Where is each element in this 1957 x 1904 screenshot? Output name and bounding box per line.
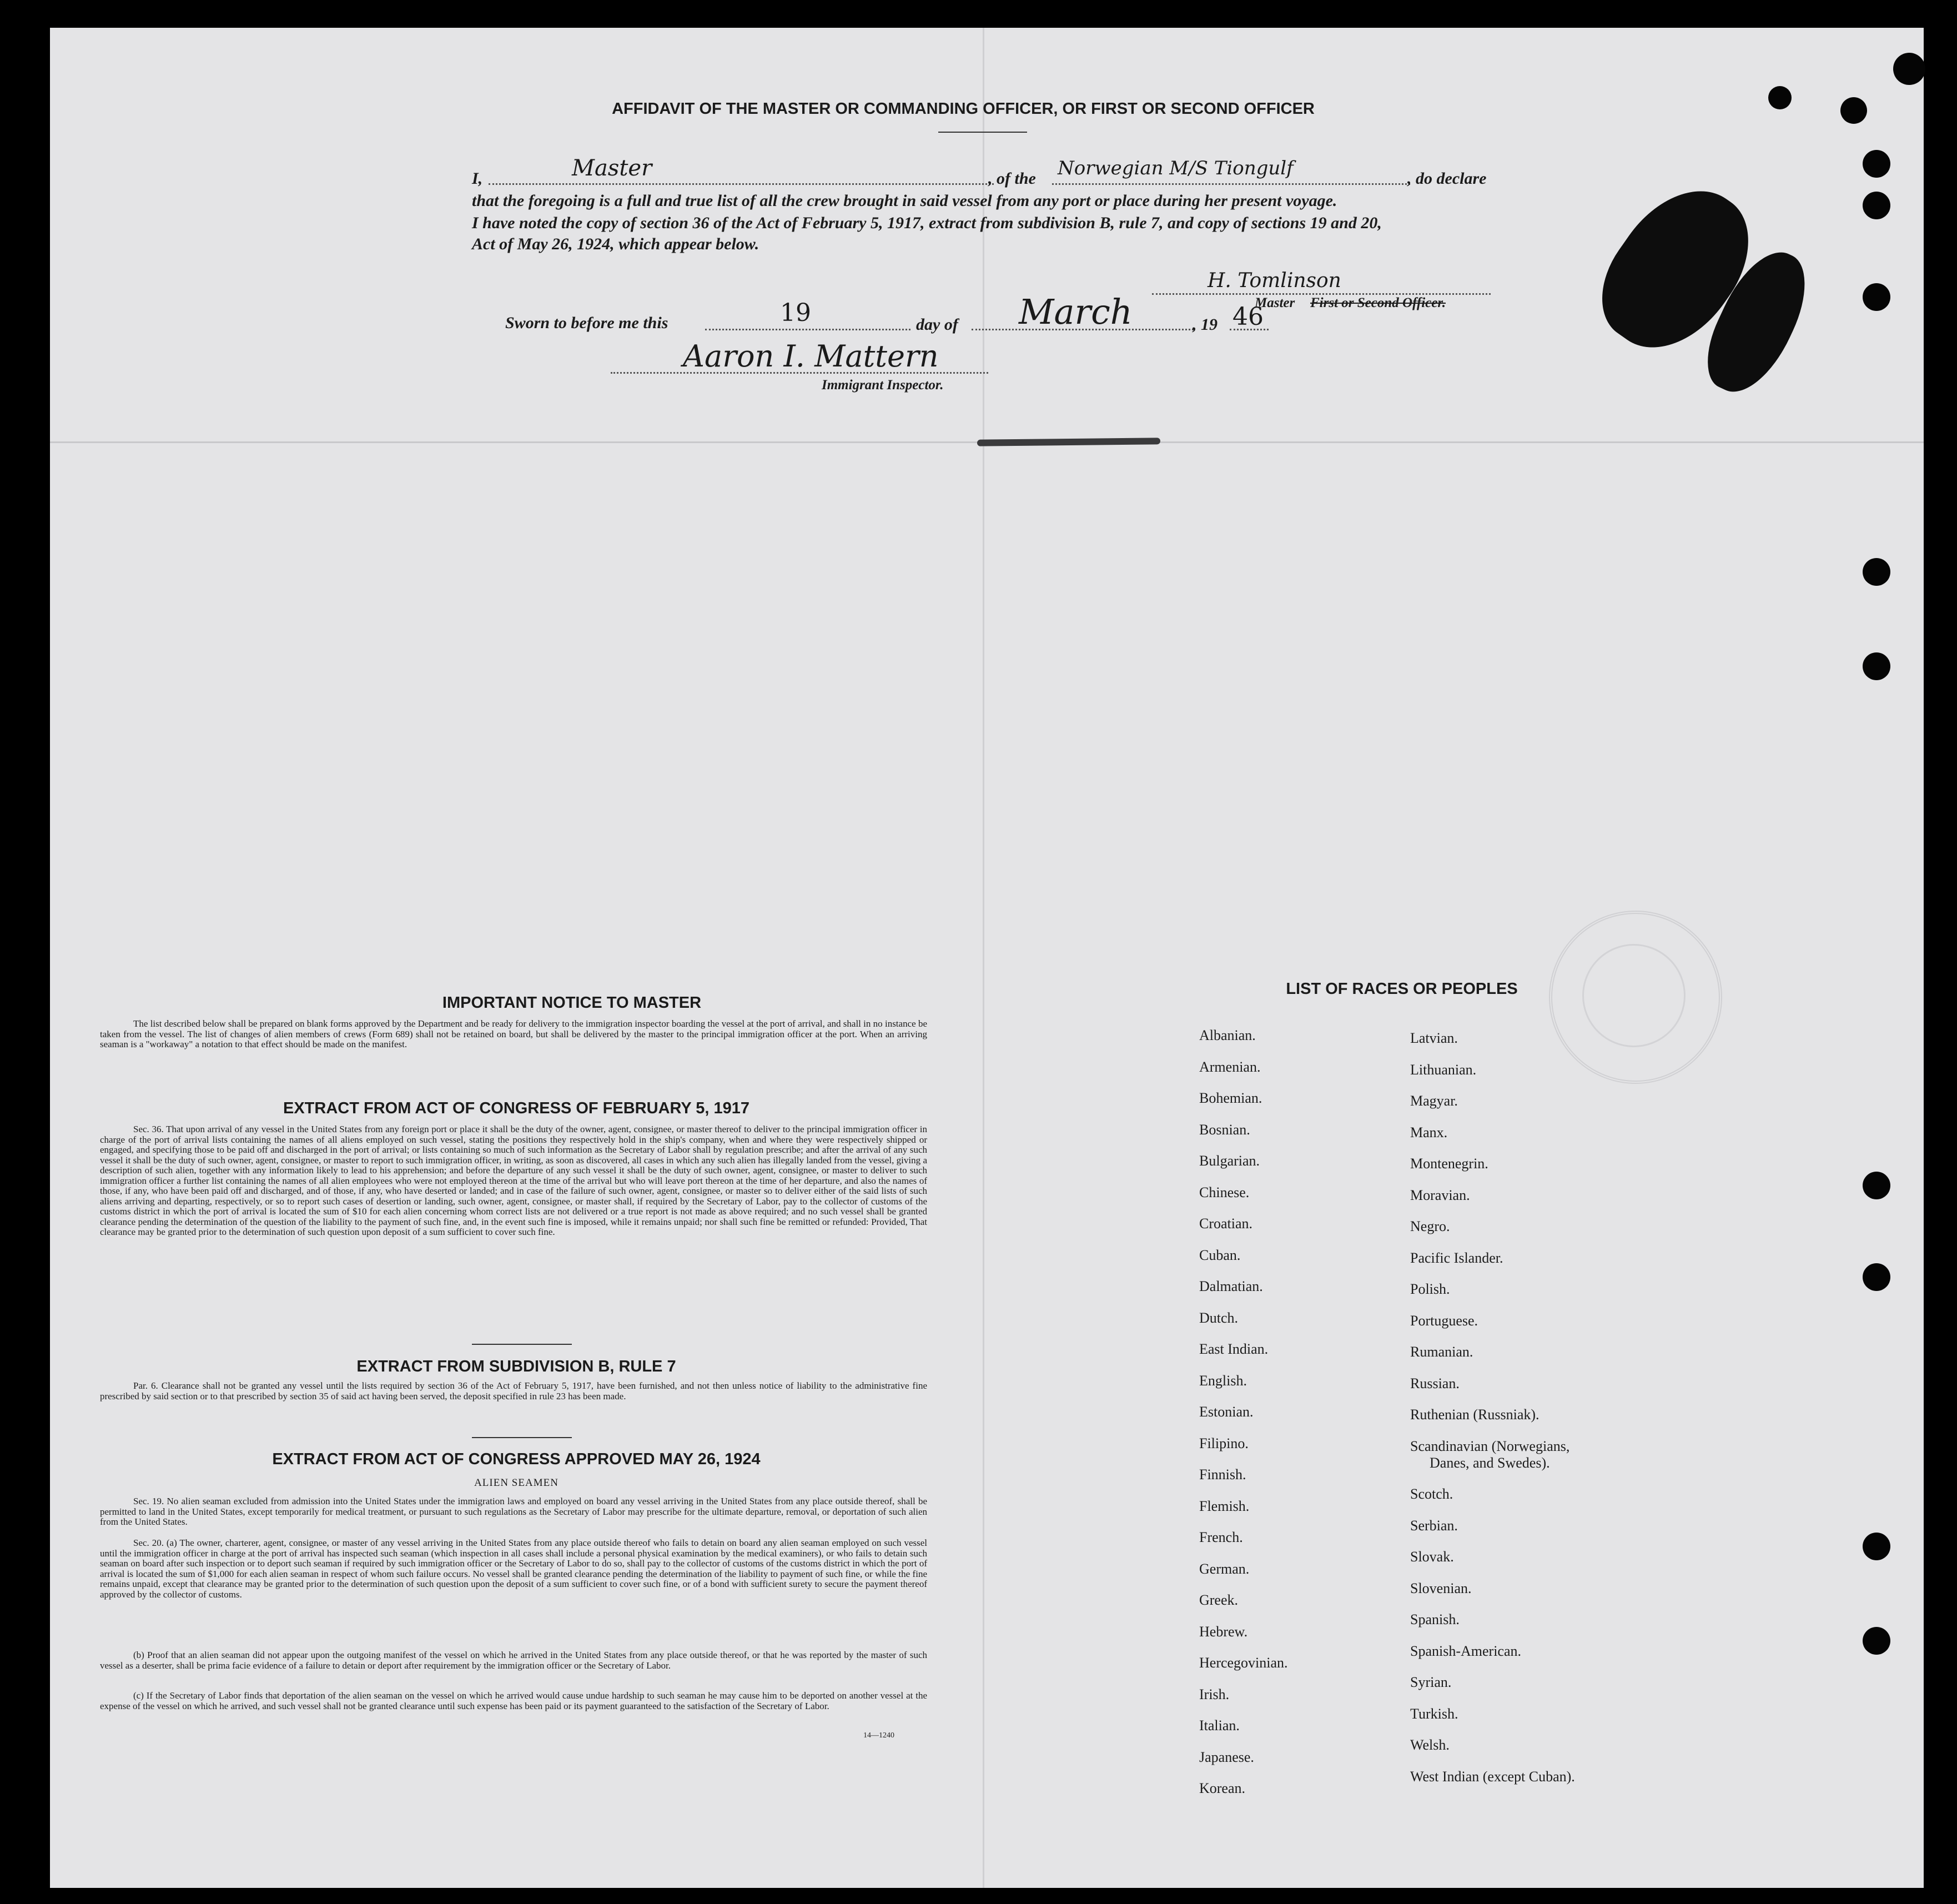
race-item: Finnish. bbox=[1199, 1466, 1246, 1483]
punch-hole bbox=[1863, 1533, 1890, 1560]
race-item: Pacific Islander. bbox=[1410, 1249, 1503, 1266]
race-item: Dalmatian. bbox=[1199, 1278, 1263, 1294]
race-item: Albanian. bbox=[1199, 1027, 1256, 1043]
race-item: Armenian. bbox=[1199, 1058, 1261, 1075]
race-item: Spanish-American. bbox=[1410, 1642, 1522, 1659]
punch-hole bbox=[1863, 558, 1890, 586]
race-item: Spanish. bbox=[1410, 1611, 1460, 1627]
declaration-line-4: Act of May 26, 1924, which appear below. bbox=[472, 235, 759, 253]
punch-hole bbox=[1863, 652, 1890, 680]
race-item: Filipino. bbox=[1199, 1435, 1249, 1451]
race-item: Danes, and Swedes). bbox=[1430, 1454, 1550, 1471]
rule-7-body: Par. 6. Clearance shall not be granted any vessel until the lists required by section 36 of the Act of February 5, 1917, have been furnished, and not then unless notice of liability to the administrative fine prescribed by said section or to that prescribed by section 35 of said act having been served, the deposit specified in rule 23 has been made. bbox=[100, 1380, 927, 1401]
inspector-label: Immigrant Inspector. bbox=[822, 378, 944, 393]
race-item: Italian. bbox=[1199, 1717, 1240, 1734]
race-item: Dutch. bbox=[1199, 1309, 1239, 1326]
race-item: Bohemian. bbox=[1199, 1090, 1262, 1106]
notice-body: The list described below shall be prepared on blank forms approved by the Department and be ready for delivery to the immigration inspector boarding the vessel at the port of arrival, and shall in no instance be taken from the vessel. The list of changes of alien members of crews (Form 689) shall not be retained on board, but shall be delivered by the master to the principal immigration officer at the port. When an arriving seaman is a "workaway" a notation to that effect should be made on the manifest. bbox=[100, 1018, 927, 1049]
sworn-label: Sworn to before me this bbox=[505, 314, 668, 332]
race-item: Irish. bbox=[1199, 1686, 1230, 1702]
day-handwritten: 19 bbox=[780, 299, 811, 327]
race-item: Portuguese. bbox=[1410, 1312, 1478, 1329]
punch-hole bbox=[1863, 1172, 1890, 1199]
section-rule bbox=[472, 1437, 572, 1438]
punch-hole bbox=[1863, 1627, 1890, 1655]
race-item: Flemish. bbox=[1199, 1498, 1250, 1514]
inspector-signature: Aaron I. Mattern bbox=[683, 339, 939, 374]
signature-line bbox=[1152, 293, 1491, 295]
sec-20b-body: (b) Proof that an alien seaman did not appear upon the outgoing manifest of the vessel on which he arrived in the United States from any place outside thereof, or that he was reported by the master of such vessel as a deserter, shall be prima facie evidence of a failure to detain or deport after requirement by the immigration officer or the Secretary of Labor. bbox=[100, 1650, 927, 1671]
name-handwritten: Master bbox=[572, 155, 652, 181]
race-item: Welsh. bbox=[1410, 1737, 1450, 1753]
punch-hole bbox=[1863, 1263, 1890, 1291]
sec-20c-body: (c) If the Secretary of Labor finds that deportation of the alien seaman on the vessel on which he arrived would cause undue hardship to such seaman he may cause him to be deported on another vessel at the expense of the vessel on which he arrived, and such vessel shall not be granted clearance until such expense has been paid or its payment guaranteed to the satisfaction of the Secretary of Labor. bbox=[100, 1690, 927, 1711]
race-item: Syrian. bbox=[1410, 1674, 1452, 1690]
race-item: Slovenian. bbox=[1410, 1580, 1472, 1596]
day-line bbox=[705, 329, 910, 330]
master-label: Master bbox=[1255, 295, 1295, 310]
extract-1917-body: Sec. 36. That upon arrival of any vessel in the United States from any foreign port or place it shall be the duty of the owner, agent, consignee, or master thereof to deliver to the principal immigration officer in charge of the port of arrival lists containing the names of all aliens employed on such vessel, stating the positions they respectively hold in the ship's company, when and where they were respectively shipped or engaged, and specifying those to be paid off and discharged in the port of arrival; or lists containing so much of such information as the Secretary of Labor shall by regulation prescribe; and after the arrival of any such vessel it shall be the duty of such owner, agent, consignee, or master to report to such immigration officer, in writing, as soon as discovered, all cases in which any such alien has illegally landed from the vessel, giving a description of such alien, together with any information likely to lead to his apprehension; and before the departure of any such vessel it shall be the duty of such owner, agent, consignee, or master to deliver to such immigration officer a further list containing the names of all alien employees who were not employed thereon at the time of the arrival but who will leave port thereon at the time of her departure, and also the names of those, if any, who have been paid off and discharged, and of those, if any, who have deserted or landed; and in case of the failure of such owner, agent, consignee, or master so to deliver either of the said lists of such aliens arriving and departing, respectively, or so to report such cases of desertion or landing, such owner, agent, consignee, or master shall, if required by the Secretary of Labor, pay to the collector of customs of the customs district in which the port of arrival is located the sum of $10 for each alien concerning whom correct lists are not delivered or a true report is not made as above required; and no such vessel shall be granted clearance pending the determination of the question of the liability to the payment of such fine, and, in the event such fine is imposed, while it remains unpaid; nor shall such fine be remitted or refunded: Provided, That clearance may be granted prior to the determination of such question upon deposit of a sum sufficient to cover such fine. bbox=[100, 1124, 927, 1237]
race-item: Ruthenian (Russniak). bbox=[1410, 1406, 1540, 1423]
race-item: Moravian. bbox=[1410, 1187, 1470, 1203]
inspector-line bbox=[611, 372, 988, 374]
race-item: Polish. bbox=[1410, 1281, 1450, 1297]
affidavit-title: AFFIDAVIT OF THE MASTER OR COMMANDING OFFICER, OR FIRST OR SECOND OFFICER bbox=[612, 100, 1315, 118]
race-item: German. bbox=[1199, 1560, 1250, 1577]
race-item: Turkish. bbox=[1410, 1705, 1458, 1722]
race-item: Manx. bbox=[1410, 1124, 1448, 1141]
race-item: Greek. bbox=[1199, 1592, 1239, 1608]
race-item: Russian. bbox=[1410, 1375, 1460, 1391]
race-item: English. bbox=[1199, 1372, 1247, 1389]
do-declare-label: , do declare bbox=[1407, 169, 1487, 188]
race-item: Scotch. bbox=[1410, 1486, 1453, 1502]
punch-hole bbox=[1863, 192, 1890, 219]
race-item: Negro. bbox=[1410, 1218, 1450, 1234]
notice-title: IMPORTANT NOTICE TO MASTER bbox=[442, 994, 702, 1012]
punch-hole bbox=[1768, 86, 1792, 109]
sec-19-body: Sec. 19. No alien seaman excluded from admission into the United States under the immigration laws and employed on board any vessel arriving in the United States from any place outside thereof, shall be permitted to land in the United States, except temporarily for medical treatment, or pursuant to such regulations as the Secretary of Labor may prescribe for the ultimate departure, removal, or deportation of such alien from the United States. bbox=[100, 1496, 927, 1527]
form-number: 14—1240 bbox=[863, 1731, 894, 1740]
race-item: East Indian. bbox=[1199, 1341, 1269, 1357]
section-rule bbox=[472, 1344, 572, 1345]
race-item: Croatian. bbox=[1199, 1215, 1253, 1232]
extract-1924-title: EXTRACT FROM ACT OF CONGRESS APPROVED MAY 26, 1924 bbox=[272, 1450, 761, 1468]
master-signature: H. Tomlinson bbox=[1208, 269, 1341, 292]
race-item: West Indian (except Cuban). bbox=[1410, 1768, 1575, 1785]
vessel-line bbox=[1052, 183, 1410, 185]
declaration-line-2: that the foregoing is a full and true list of all the crew brought in said vessel from any port or place during her present voyage. bbox=[472, 192, 1337, 210]
race-item: Estonian. bbox=[1199, 1404, 1254, 1420]
declaration-line-3: I have noted the copy of section 36 of the Act of February 5, 1917, extract from subdivision B, rule 7, and copy of sections 19 and 20, bbox=[472, 214, 1382, 232]
rule-7-title: EXTRACT FROM SUBDIVISION B, RULE 7 bbox=[356, 1358, 676, 1375]
race-item: Montenegrin. bbox=[1410, 1156, 1488, 1172]
year-handwritten: 46 bbox=[1232, 303, 1264, 331]
race-item: Slovak. bbox=[1410, 1549, 1454, 1565]
officer-struck-label: First or Second Officer. bbox=[1310, 295, 1446, 310]
punch-hole bbox=[1863, 150, 1890, 178]
race-item: Bulgarian. bbox=[1199, 1153, 1260, 1169]
race-item: Serbian. bbox=[1410, 1517, 1458, 1534]
race-item: French. bbox=[1199, 1529, 1243, 1545]
year-prefix: , 19 bbox=[1193, 315, 1218, 334]
race-item: Lithuanian. bbox=[1410, 1061, 1477, 1078]
day-of-label: day of bbox=[916, 315, 958, 334]
race-item: Latvian. bbox=[1410, 1030, 1458, 1046]
of-the-label: , of the bbox=[988, 169, 1036, 188]
race-item: Scandinavian (Norwegians, bbox=[1410, 1438, 1570, 1454]
vessel-handwritten: Norwegian M/S Tiongulf bbox=[1058, 157, 1294, 179]
race-item: Hercegovinian. bbox=[1199, 1655, 1288, 1671]
punch-hole bbox=[1893, 53, 1925, 85]
month-handwritten: March bbox=[1019, 292, 1133, 332]
sec-20a-body: Sec. 20. (a) The owner, charterer, agent, consignee, or master of any vessel arriving in the United States from any place outside thereof who fails to detain on board any alien seaman employed on such vessel until the immigration officer in charge at the port of arrival has inspected such seaman (which inspection in all cases shall include a personal physical examination by the medical examiners), or who fails to detain such seaman on board after such inspection or to deport such seaman if required by such immigration officer or the Secretary of Labor to do so, shall pay to the collector of customs of the customs district in which the port of arrival is located the sum of $1,000 for each alien seaman in respect of whom such failure occurs. No vessel shall be granted clearance pending the determination of the liability to payment of such fine, or while the fine remains unpaid, except that clearance may be granted prior to the determination of such question upon the deposit of a sum sufficient to cover such fine, or of a bond with sufficient surety to secure the payment thereof approved by the collector of customs. bbox=[100, 1538, 927, 1600]
extract-1924-subtitle: ALIEN SEAMEN bbox=[474, 1477, 559, 1489]
i-label: I, bbox=[472, 169, 483, 188]
race-item: Japanese. bbox=[1199, 1749, 1254, 1765]
name-line bbox=[489, 183, 994, 185]
race-item: Hebrew. bbox=[1199, 1623, 1248, 1640]
extract-1917-title: EXTRACT FROM ACT OF CONGRESS OF FEBRUARY 5, 1917 bbox=[283, 1099, 750, 1117]
race-item: Magyar. bbox=[1410, 1093, 1458, 1109]
race-item: Korean. bbox=[1199, 1780, 1246, 1796]
race-item: Chinese. bbox=[1199, 1184, 1250, 1200]
races-title: LIST OF RACES OR PEOPLES bbox=[1286, 980, 1518, 998]
title-rule bbox=[938, 132, 1027, 133]
punch-hole bbox=[1863, 283, 1890, 311]
vertical-fold bbox=[983, 28, 984, 1888]
race-item: Rumanian. bbox=[1410, 1344, 1473, 1360]
race-item: Bosnian. bbox=[1199, 1121, 1250, 1138]
punch-hole bbox=[1840, 97, 1867, 124]
race-item: Cuban. bbox=[1199, 1247, 1241, 1263]
